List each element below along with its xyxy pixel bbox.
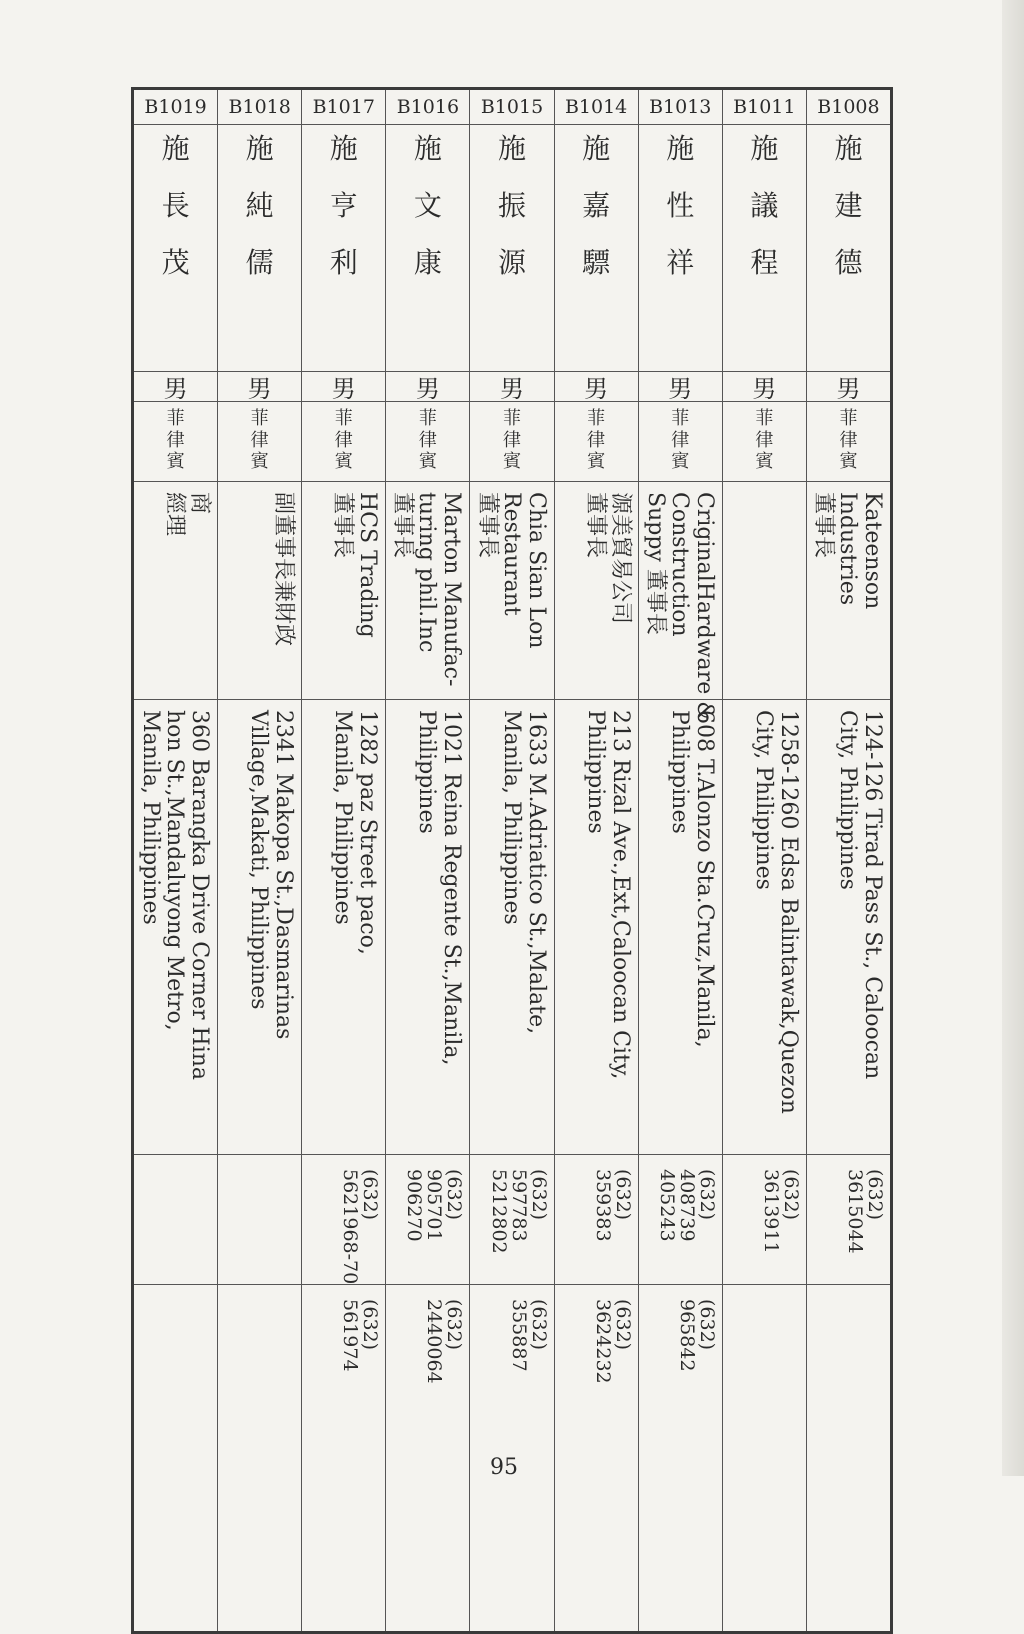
member-phone-1	[385, 1155, 469, 1285]
member-name	[386, 125, 469, 306]
member-address-cell	[218, 700, 301, 1155]
member-phone-1-line: 5212802	[487, 1169, 510, 1254]
name-cell	[470, 125, 553, 372]
member-phone-1-cell	[807, 1155, 890, 1285]
record-id: B1018	[218, 90, 301, 125]
member-address	[806, 700, 890, 1155]
member-address-cell	[555, 700, 638, 1155]
name-char: 施	[498, 132, 527, 165]
name-char: 性	[666, 189, 695, 222]
nationality-char: 律	[334, 429, 353, 451]
member-address	[301, 700, 385, 1155]
member-phone-1-cell	[302, 1155, 385, 1285]
nationality-char: 賓	[334, 451, 353, 473]
member-address-cell	[386, 700, 469, 1155]
nationality-char: 賓	[671, 451, 690, 473]
member-phone-2-cell	[470, 1285, 553, 1422]
member-phone-1-cell	[723, 1155, 806, 1285]
member-organization-cell	[723, 482, 806, 700]
member-phone-1-cell	[134, 1155, 217, 1285]
member-sex: 男	[723, 372, 806, 402]
record-id: B1019	[134, 90, 217, 125]
name-char: 施	[245, 132, 274, 165]
member-phone-1-line: 3613911	[759, 1169, 782, 1254]
member-nationality	[807, 402, 890, 473]
member-address-cell	[807, 700, 890, 1155]
record-id: B1011	[723, 90, 806, 125]
member-sex: 男	[807, 372, 890, 402]
name-char: 振	[498, 189, 527, 222]
name-char: 康	[413, 246, 442, 279]
member-organization-line: Construction	[667, 492, 693, 637]
nationality-char: 律	[503, 429, 521, 451]
member-organization-line: Suppy 董事長	[642, 492, 668, 635]
member-phone-1-line: (632)	[527, 1169, 550, 1221]
nationality-char: 賓	[166, 451, 185, 473]
name-char: 程	[750, 246, 779, 279]
nationality-char: 賓	[839, 451, 858, 473]
member-organization-line: 董事長	[330, 492, 356, 559]
nationality-cell	[386, 402, 469, 482]
name-char: 施	[666, 132, 695, 165]
member-address-line: City, Philippines	[835, 710, 861, 890]
member-phone-2-line: 561974	[339, 1299, 362, 1372]
member-organization-line: CriginalHardware &	[691, 492, 717, 721]
member-address	[133, 700, 217, 1155]
member-organization-line: 董事長	[390, 492, 416, 559]
member-nationality	[723, 402, 806, 473]
record-id: B1016	[386, 90, 469, 125]
record-row	[385, 90, 469, 1631]
member-phone-1	[301, 1155, 385, 1285]
member-name	[723, 125, 806, 306]
member-phone-2-line: 3624232	[591, 1299, 614, 1384]
member-nationality	[470, 402, 553, 473]
member-organization-cell	[639, 482, 722, 721]
member-address	[385, 700, 469, 1155]
member-organization	[217, 482, 301, 700]
member-address-line: 2341 Makopa St.,Dasmarinas	[271, 710, 297, 1040]
member-phone-1-cell	[555, 1155, 638, 1285]
nationality-char: 律	[671, 429, 690, 451]
member-phone-1	[722, 1155, 806, 1285]
member-sex: 男	[218, 372, 301, 402]
nationality-char: 賓	[250, 451, 269, 473]
member-address-cell	[302, 700, 385, 1155]
member-address-line: Manila, Philippines	[498, 710, 524, 925]
nationality-cell	[134, 402, 217, 482]
name-cell	[218, 125, 301, 372]
record-row	[806, 90, 890, 1631]
name-char: 文	[413, 189, 442, 222]
member-organization-line: 經理	[162, 492, 188, 537]
member-organization	[385, 482, 469, 700]
member-address-line: 1258-1260 Edsa Balintawak,Quezon	[775, 710, 801, 1114]
member-address	[470, 700, 554, 1155]
record-row	[301, 90, 385, 1631]
member-sex: 男	[302, 372, 385, 402]
member-phone-1-line: (632)	[359, 1169, 382, 1221]
record-row	[469, 90, 553, 1631]
name-char: 施	[834, 132, 863, 165]
nationality-cell	[639, 402, 722, 482]
member-phone-2	[554, 1285, 638, 1422]
member-organization	[470, 482, 554, 700]
member-address	[554, 700, 638, 1155]
member-organization	[554, 482, 638, 700]
page-edge	[1002, 0, 1024, 1476]
member-nationality	[386, 402, 469, 473]
member-sex: 男	[134, 372, 217, 402]
record-row	[554, 90, 638, 1631]
member-phone-1-line: (632)	[864, 1169, 886, 1221]
name-cell	[134, 125, 217, 372]
member-nationality	[555, 402, 638, 473]
nationality-char: 律	[755, 429, 774, 451]
member-address-line: 213 Rizal Ave.,Ext,Caloocan City,	[607, 710, 633, 1080]
member-organization-line: Industries	[835, 492, 861, 606]
member-phone-1-line: 359383	[591, 1169, 614, 1242]
member-organization	[806, 482, 890, 700]
member-address-line: Philippines	[414, 710, 440, 834]
member-phone-1	[133, 1155, 217, 1285]
member-nationality	[218, 402, 301, 473]
member-organization-cell	[302, 482, 385, 700]
member-organization	[722, 482, 806, 700]
member-address-line: 1021 Reina Regente St.,Manila,	[439, 710, 465, 1066]
name-cell	[302, 125, 385, 372]
name-cell	[386, 125, 469, 372]
nationality-char: 律	[839, 429, 858, 451]
member-phone-2	[638, 1285, 722, 1422]
member-phone-2-cell	[134, 1285, 217, 1422]
member-name	[302, 125, 385, 306]
nationality-char: 律	[418, 429, 437, 451]
member-address	[722, 700, 806, 1155]
member-address-line: hon St.,Mandaluyong Metro,	[162, 710, 188, 1031]
nationality-char: 菲	[755, 408, 774, 429]
name-cell	[555, 125, 638, 372]
member-sex: 男	[386, 372, 469, 402]
nationality-cell	[470, 402, 553, 482]
member-organization	[638, 482, 722, 721]
name-cell	[807, 125, 890, 372]
name-char: 利	[329, 246, 358, 279]
member-phone-1-cell	[639, 1155, 722, 1285]
name-char: 施	[582, 132, 611, 165]
member-organization-cell	[134, 482, 217, 700]
member-address-cell	[723, 700, 806, 1155]
member-phone-1-line: (632)	[695, 1169, 718, 1221]
nationality-char: 律	[587, 429, 606, 451]
name-char: 驃	[582, 246, 611, 279]
record-row	[134, 90, 217, 1631]
member-organization-line: Kateenson	[860, 492, 885, 610]
member-phone-1	[470, 1155, 554, 1285]
member-phone-1-line: 5621968-70	[339, 1169, 362, 1285]
member-phone-1-cell	[218, 1155, 301, 1285]
member-organization-line: 董事長	[583, 492, 609, 559]
member-phone-1-line: 3615044	[844, 1169, 867, 1254]
member-phone-1-cell	[386, 1155, 469, 1285]
member-phone-1	[806, 1155, 890, 1285]
name-char: 施	[750, 132, 779, 165]
member-address-line: 124-126 Tirad Pass St., Caloocan	[860, 710, 885, 1080]
member-nationality	[302, 402, 385, 473]
nationality-char: 菲	[334, 408, 353, 429]
member-phone-2-line: (632)	[359, 1299, 382, 1351]
member-phone-1-line: 408739	[675, 1169, 698, 1242]
member-phone-2-cell	[218, 1285, 301, 1422]
name-char: 建	[834, 189, 863, 222]
member-phone-1	[217, 1155, 301, 1285]
member-address-line: Philippines	[583, 710, 609, 834]
nationality-char: 律	[166, 429, 185, 451]
name-char: 長	[161, 189, 190, 222]
member-phone-2-cell	[723, 1285, 806, 1422]
member-organization-cell	[218, 482, 301, 700]
nationality-char: 菲	[418, 408, 437, 429]
record-row	[217, 90, 301, 1631]
member-organization-line: Restaurant	[498, 492, 524, 616]
member-address-cell	[134, 700, 217, 1155]
name-char: 亨	[329, 189, 358, 222]
member-name	[134, 125, 217, 306]
member-name	[639, 125, 722, 306]
member-organization-line: 商	[187, 492, 213, 515]
member-phone-2-cell	[639, 1285, 722, 1422]
member-address-line: 608 T.Alonzo Sta.Cruz,Manila,	[691, 710, 717, 1048]
member-phone-2	[301, 1285, 385, 1422]
name-char: 施	[413, 132, 442, 165]
member-nationality	[134, 402, 217, 473]
name-cell	[639, 125, 722, 372]
record-row	[722, 90, 806, 1631]
member-phone-1-line: (632)	[443, 1169, 466, 1221]
member-address-line: 1282 paz Street paco,	[355, 710, 381, 955]
member-address-line: Manila, Philippines	[330, 710, 356, 925]
member-organization-line: turing phil.Inc	[414, 492, 440, 653]
nationality-char: 菲	[671, 408, 690, 429]
member-phone-2-line: 2440064	[423, 1299, 446, 1384]
nationality-char: 菲	[839, 408, 858, 429]
member-name	[470, 125, 553, 306]
member-phone-1-line: 405243	[655, 1169, 678, 1242]
member-phone-2-line: 965842	[675, 1299, 698, 1372]
member-phone-2-line: (632)	[443, 1299, 466, 1351]
record-id: B1013	[639, 90, 722, 125]
name-char: 施	[161, 132, 190, 165]
record-id: B1017	[302, 90, 385, 125]
member-directory-table	[131, 87, 893, 1634]
nationality-char: 菲	[503, 408, 521, 429]
member-organization	[301, 482, 385, 700]
member-organization	[133, 482, 217, 700]
member-phone-1	[638, 1155, 722, 1285]
nationality-char: 菲	[250, 408, 269, 429]
member-phone-1-line: 906270	[403, 1169, 426, 1242]
member-phone-2	[217, 1285, 301, 1422]
member-organization-cell	[386, 482, 469, 700]
name-char: 儒	[245, 246, 274, 279]
nationality-char: 菲	[587, 408, 606, 429]
member-phone-1-line: (632)	[779, 1169, 802, 1221]
member-phone-2-cell	[807, 1285, 890, 1422]
name-char: 德	[834, 246, 863, 279]
member-sex: 男	[555, 372, 638, 402]
nationality-cell	[807, 402, 890, 482]
name-cell	[723, 125, 806, 372]
member-organization-line: 董事長	[810, 492, 836, 559]
nationality-cell	[218, 402, 301, 482]
member-phone-1-line: 905701	[423, 1169, 446, 1242]
member-organization-cell	[555, 482, 638, 700]
name-char: 祥	[666, 246, 695, 279]
member-name	[555, 125, 638, 306]
nationality-char: 賓	[587, 451, 606, 473]
page-number: 95	[490, 1455, 518, 1480]
member-phone-2	[806, 1285, 890, 1422]
nationality-cell	[723, 402, 806, 482]
nationality-cell	[555, 402, 638, 482]
member-address-cell	[639, 700, 722, 1155]
member-sex: 男	[470, 372, 553, 402]
member-phone-2	[722, 1285, 806, 1422]
nationality-char: 賓	[755, 451, 774, 473]
record-id: B1008	[807, 90, 890, 125]
member-phone-1-line: 597783	[507, 1169, 530, 1242]
member-phone-2-cell	[555, 1285, 638, 1422]
member-address	[638, 700, 722, 1155]
member-organization-line: HCS Trading	[355, 492, 381, 638]
nationality-char: 菲	[166, 408, 185, 429]
member-address	[217, 700, 301, 1155]
member-organization-line: Chia Sian Lon	[523, 492, 549, 649]
nationality-char: 賓	[503, 451, 521, 473]
member-address-line: City, Philippines	[751, 710, 777, 890]
name-char: 嘉	[582, 189, 611, 222]
member-address-line: Manila, Philippines	[137, 710, 163, 925]
member-organization-line: 源美貿易公司	[607, 492, 633, 625]
member-phone-1	[554, 1155, 638, 1285]
member-phone-2	[385, 1285, 469, 1422]
nationality-char: 律	[250, 429, 269, 451]
member-phone-1-line: (632)	[611, 1169, 634, 1221]
member-phone-2	[470, 1285, 554, 1422]
record-id: B1015	[470, 90, 553, 125]
member-address-line: 360 Barangka Drive Corner Hina	[187, 710, 213, 1081]
record-id: B1014	[555, 90, 638, 125]
record-row	[638, 90, 722, 1631]
member-phone-2-line: (632)	[695, 1299, 718, 1351]
member-phone-1-cell	[470, 1155, 553, 1285]
member-address-line: Village,Makati, Philippines	[246, 710, 272, 1010]
member-address-line: Philippines	[667, 710, 693, 834]
member-phone-2-cell	[302, 1285, 385, 1422]
member-organization-line: 董事長	[474, 492, 500, 559]
member-phone-2	[133, 1285, 217, 1422]
name-char: 茂	[161, 246, 190, 279]
member-organization-cell	[807, 482, 890, 700]
member-sex: 男	[639, 372, 722, 402]
member-organization-cell	[470, 482, 553, 700]
nationality-char: 賓	[418, 451, 437, 473]
member-phone-2-line: (632)	[527, 1299, 550, 1351]
name-char: 施	[329, 132, 358, 165]
member-phone-2-line: (632)	[611, 1299, 634, 1351]
member-address-line: 1633 M.Adriatico St.,Malate,	[523, 710, 549, 1035]
member-organization-line: 副董事長兼財政	[271, 492, 297, 647]
member-phone-2-cell	[386, 1285, 469, 1422]
name-char: 純	[245, 189, 274, 222]
nationality-cell	[302, 402, 385, 482]
member-name	[218, 125, 301, 306]
name-char: 源	[498, 246, 527, 279]
member-name	[807, 125, 890, 306]
member-organization-line: Marton Manufac-	[439, 492, 465, 687]
member-phone-2-line: 355887	[507, 1299, 530, 1372]
name-char: 議	[750, 189, 779, 222]
member-nationality	[639, 402, 722, 473]
member-address-cell	[470, 700, 553, 1155]
